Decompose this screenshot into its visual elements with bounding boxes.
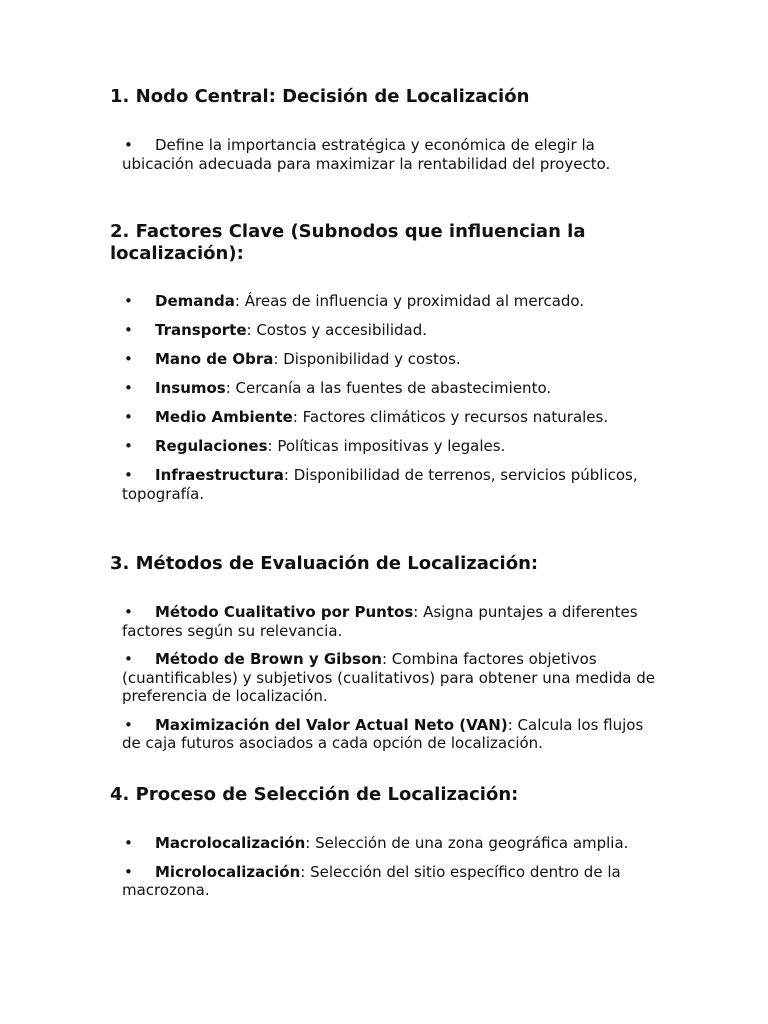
bullet-icon: • — [124, 466, 133, 484]
item-term: Macrolocalización — [155, 834, 306, 852]
item-term: Método Cualitativo por Puntos — [155, 603, 414, 621]
item-text: : Políticas impositivas y legales. — [267, 437, 506, 455]
item-term: Medio Ambiente — [155, 408, 293, 426]
item-text: : Combina factores objetivos (cuantificables) y subjetivos (cualitativos) para obtener una medida de preferencia de localización. — [122, 650, 655, 705]
list-item — [122, 408, 657, 427]
bullet-icon: • — [124, 292, 133, 310]
bullet-list — [110, 603, 670, 753]
bullet-icon: • — [124, 862, 133, 881]
list-item — [122, 437, 657, 456]
bullet-icon: • — [124, 379, 133, 397]
item-term: Regulaciones — [155, 437, 268, 455]
item-term: Mano de Obra — [155, 350, 274, 368]
list-item — [122, 603, 657, 640]
section-heading: 2. Factores Clave (Subnodos que influencian la localización): — [110, 221, 586, 264]
item-text: : Áreas de influencia y proximidad al mercado. — [234, 292, 585, 310]
item-term: Transporte — [155, 321, 247, 339]
list-item — [122, 716, 657, 753]
item-text: : Disponibilidad de terrenos, servicios públicos, topografía. — [122, 466, 638, 503]
bullet-icon: • — [124, 321, 133, 339]
bullet-list — [110, 834, 670, 900]
item-text: : Asigna puntajes a diferentes factores según su relevancia. — [122, 603, 638, 640]
item-text: : Disponibilidad y costos. — [273, 350, 461, 368]
list-item — [122, 321, 657, 340]
section-heading: 1. Nodo Central: Decisión de Localización — [110, 86, 530, 107]
item-text: : Selección del sitio específico dentro de la macrozona. — [122, 862, 621, 899]
section-metodos-evaluacion — [110, 553, 670, 753]
item-text: : Costos y accesibilidad. — [246, 321, 427, 339]
section-heading: 3. Métodos de Evaluación de Localización: — [110, 553, 539, 574]
item-term: Método de Brown y Gibson — [155, 650, 382, 668]
item-term: Insumos — [155, 379, 226, 397]
item-term: Demanda — [155, 292, 235, 310]
bullet-icon: • — [124, 437, 133, 455]
item-text: : Factores climáticos y recursos naturales. — [292, 408, 609, 426]
list-item — [122, 350, 657, 369]
list-item — [122, 379, 657, 398]
list-item — [122, 834, 657, 853]
section-heading: 4. Proceso de Selección de Localización: — [110, 784, 519, 805]
list-item — [122, 466, 657, 503]
bullet-list — [110, 136, 670, 173]
bullet-icon: • — [124, 408, 133, 426]
section-proceso-seleccion — [110, 784, 670, 900]
list-item — [122, 136, 657, 173]
bullet-icon: • — [124, 136, 133, 154]
list-item — [122, 863, 657, 900]
section-factores-clave — [110, 221, 670, 503]
bullet-list — [110, 292, 670, 503]
bullet-icon: • — [124, 350, 133, 368]
section-nodo-central — [110, 86, 670, 173]
list-item — [122, 650, 657, 706]
item-text: : Calcula los flujos de caja futuros asociados a cada opción de localización. — [122, 715, 644, 752]
item-term: Infraestructura — [155, 466, 284, 484]
item-text: : Cercanía a las fuentes de abastecimiento. — [225, 379, 552, 397]
bullet-icon: • — [124, 603, 133, 621]
item-text: Define la importancia estratégica y económica de elegir la ubicación adecuada para maximizar la rentabilidad del proyecto. — [122, 136, 611, 173]
item-term: Maximización del Valor Actual Neto (VAN) — [155, 715, 508, 734]
list-item — [122, 292, 657, 311]
bullet-icon: • — [124, 834, 133, 852]
bullet-icon: • — [124, 715, 133, 734]
item-term: Microlocalización — [155, 862, 301, 881]
bullet-icon: • — [124, 650, 133, 668]
item-text: : Selección de una zona geográfica amplia. — [305, 834, 629, 852]
